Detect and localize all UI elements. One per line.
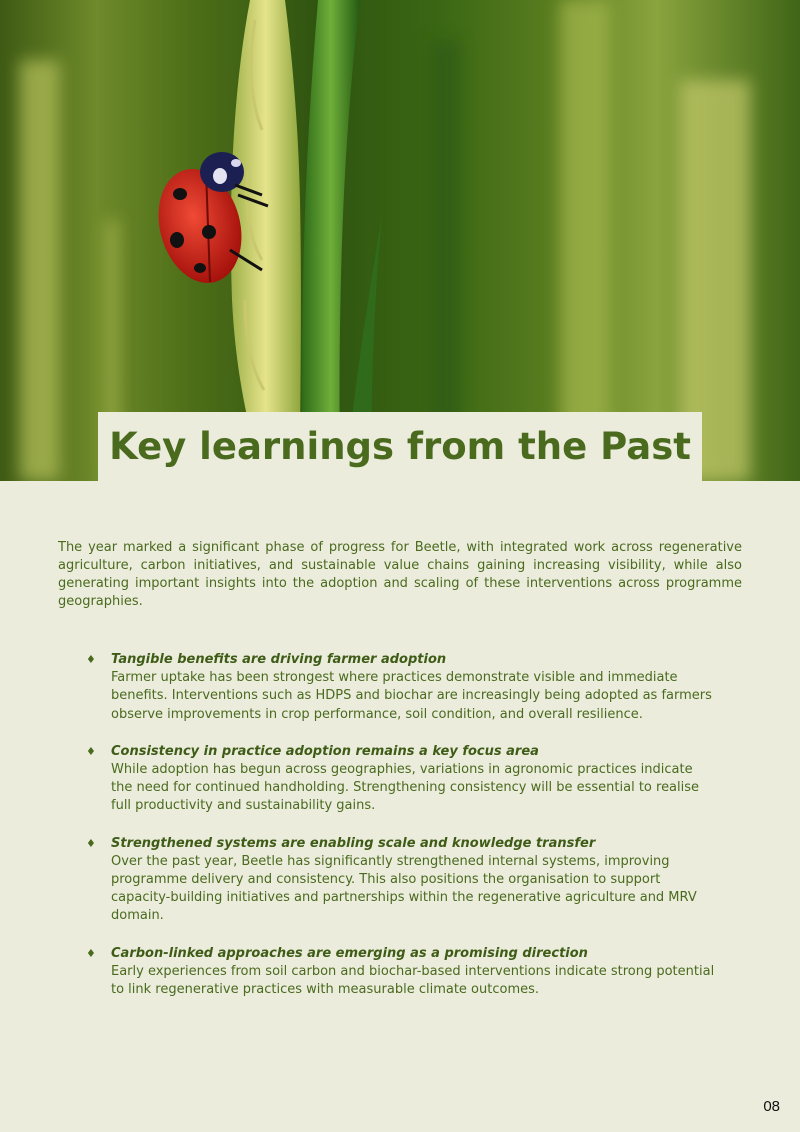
learning-text: Over the past year, Beetle has significantly strengthened internal systems, improving programme delivery and consistency. This also positions the organisation to support capacity-building initiatives and partnerships within the regenerative agriculture and MRV domain. [111, 853, 697, 924]
learning-text: Farmer uptake has been strongest where practices demonstrate visible and immediate benefits. Interventions such as HDPS and biochar are increasingly being adopted as farmers observe improvements in crop performance, soil condition, and overall resilience. [111, 670, 712, 722]
diamond-icon: ♦ [86, 744, 96, 758]
ladybug-on-wheat-illustration [0, 0, 800, 481]
learning-heading: Strengthened systems are enabling scale and knowledge transfer [111, 835, 596, 851]
page-number: 08 [763, 1098, 780, 1115]
page-title: Key learnings from the Past [109, 425, 691, 468]
learning-item [86, 945, 716, 1000]
learning-text: Early experiences from soil carbon and biochar-based interventions indicate strong potential to link regenerative practices with measurable climate outcomes. [111, 963, 715, 998]
learning-heading: Consistency in practice adoption remains a key focus area [111, 743, 539, 759]
title-banner [98, 412, 702, 481]
learning-text: While adoption has begun across geographies, variations in agronomic practices indicate the need for continued handholding. Strengthening consistency will be essential to realise full productivity and sustainability gains. [111, 762, 700, 814]
intro-paragraph: The year marked a significant phase of progress for Beetle, with integrated work across regenerative agriculture, carbon initiatives, and sustainable value chains gaining increasing visibility, while also generating important insights into the adoption and scaling of these interventions across programme geographies. [58, 540, 742, 609]
learning-item [86, 651, 716, 724]
learning-heading: Tangible benefits are driving farmer adoption [111, 652, 447, 667]
hero-photo [0, 0, 800, 481]
diamond-icon: ♦ [86, 836, 96, 850]
diamond-icon: ♦ [86, 653, 96, 666]
learning-item [86, 743, 716, 816]
learning-heading: Carbon-linked approaches are emerging as a promising direction [111, 945, 588, 961]
key-learnings-list [86, 651, 716, 1018]
learning-item [86, 835, 716, 926]
diamond-icon: ♦ [86, 946, 96, 960]
